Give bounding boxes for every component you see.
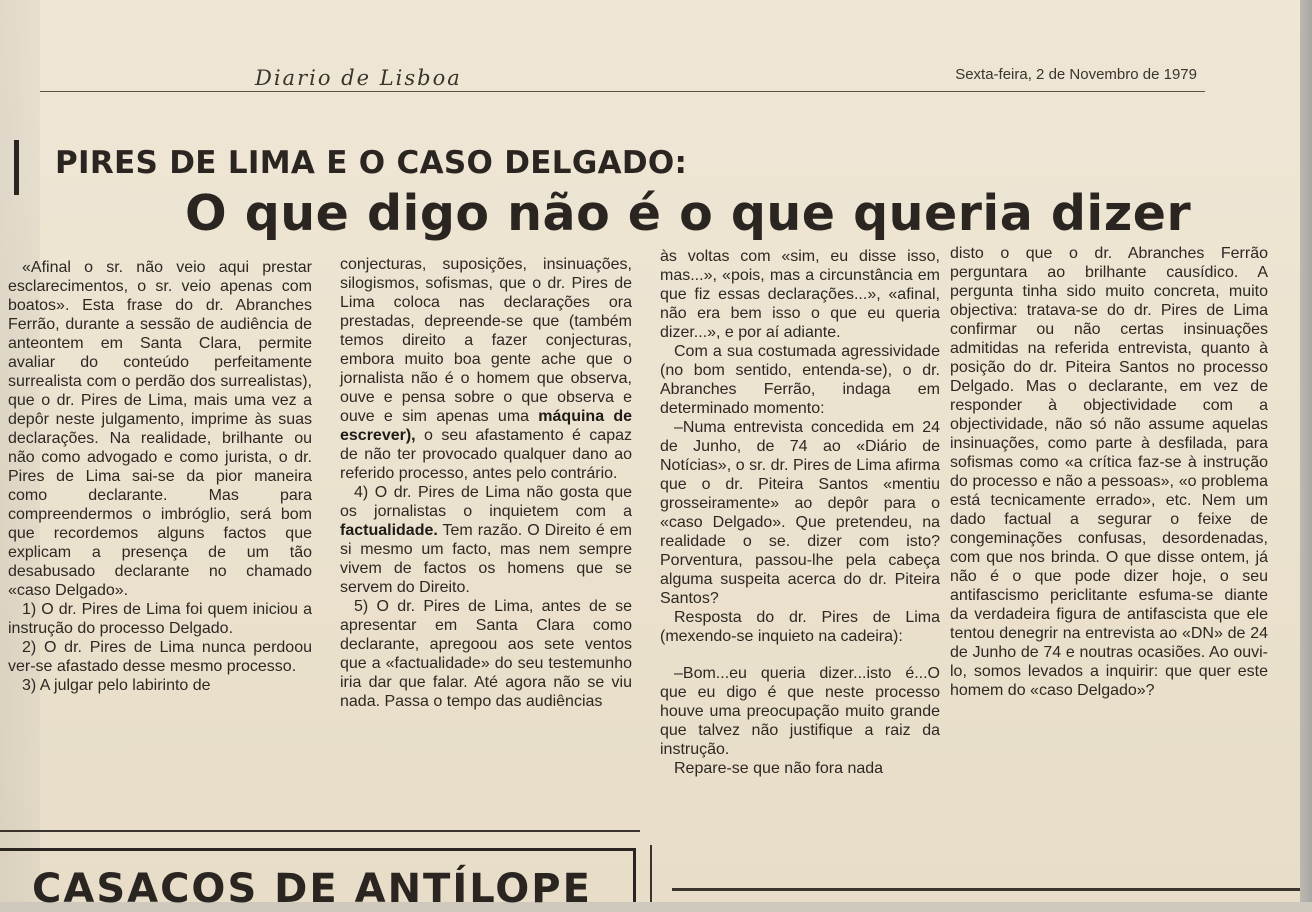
paragraph: 1) O dr. Pires de Lima foi quem iniciou a instrução do processo Delgado. (8, 601, 312, 637)
paragraph: 4) O dr. Pires de Lima não gosta que os jornalistas o inquietem com a factualidade. Tem razão. O Direito é em si mesmo um facto, mas nem sempre vivem de factos os homens que se servem do Direito. (340, 484, 632, 596)
ad-headline: CASACOS DE ANTÍLOPE (32, 866, 592, 912)
paragraph: 3) A julgar pelo labirinto de (22, 677, 211, 694)
headline: O que digo não é o que queria dizer (185, 185, 1192, 242)
paragraph: –Bom...eu queria dizer...isto é...O que eu digo é que neste processo houve uma preocupação muito grande que talvez não justifique a raiz da instrução. (660, 665, 940, 758)
bottom-rule (672, 888, 1300, 891)
paragraph: Com a sua costumada agressividade (no bom sentido, entenda-se), o dr. Abranches Ferrão, indaga em determinado momento: (660, 343, 940, 417)
paragraph: disto o que o dr. Abranches Ferrão perguntara ao brilhante causídico. A pergunta tinha sido muito concreta, muito objectiva: tratava-se do dr. Pires de Lima confirmar ou não certas insinuações admitidas na referida entrevista, quanto à posição do dr. Piteira Santos no processo Delgado. Mas o declarante, em vez de responder à objectividade com a objectividade, não só não assume aquelas insinuações, como parte à desfilada, para sofismas como «a crítica faz-se à instrução do processo e não a pessoas», «o problema está tecnicamente errado», etc. Nem um dado factual a segurar o feixe de congeminações confusas, desordenadas, com que nos brinda. O que disse ontem, já não é o que pode dizer hoje, o seu antifascismo periclitante esfuma-se diante da verdadeira figura de antifascista que ele tentou denegrir na entrevista ao «DN» de 24 de Junho de 74 e noutras ocasiões. Ao ouvi-lo, somos levados a inquirir: que quer este homem do «caso Delgado»? (950, 245, 1268, 699)
masthead: Diario de Lisboa (255, 66, 462, 90)
article-column-1 (8, 258, 312, 695)
article-end-rule (0, 830, 640, 832)
article-column-2 (340, 255, 632, 711)
column-divider (650, 845, 652, 902)
section-bar (14, 140, 19, 195)
paragraph: –Numa entrevista concedida em 24 de Junho, de 74 ao «Diário de Notícias», o sr. dr. Pires de Lima afirma que o dr. Piteira Santos «mentiu grosseiramente» ao depôr para o «caso Delgado». Que pretendeu, na realidade o se. dizer com isto? Porventura, passou-lhe pela cabeça alguma suspeita acerca do dr. Piteira Santos? (660, 419, 940, 607)
paragraph: 2) O dr. Pires de Lima nunca perdoou ver-se afastado desse mesmo processo. (8, 639, 312, 675)
kicker: PIRES DE LIMA E O CASO DELGADO: (55, 145, 688, 181)
emphasis: máquina de escrever), (340, 408, 632, 444)
paragraph: Resposta do dr. Pires de Lima (mexendo-se inquieto na cadeira): (660, 609, 940, 645)
emphasis: factualidade. (340, 522, 438, 539)
dateline: Sexta-feira, 2 de Novembro de 1979 (955, 66, 1197, 83)
article-column-3 (660, 247, 940, 778)
article-column-4 (950, 244, 1268, 700)
paragraph: conjecturas, suposições, insinuações, silogismos, sofismas, que o dr. Pires de Lima coloca nas declarações ora prestadas, depreende-se que (também temos direito a fazer conjecturas, embora muito boa gente ache que o jornalista não é o homem que observa, ouve e pensa sobre o que observa e ouve e sim apenas uma máquina de escrever), o seu afastamento é capaz de não ter provocado qualquer dano ao referido processo, antes pelo contrário. (340, 256, 632, 482)
paragraph: às voltas com «sim, eu disse isso, mas...», «pois, mas a circunstância em que fiz essas declarações...», «afinal, não era bem isso o que eu queria dizer...», e por aí adiante. (660, 248, 940, 341)
header-rule (40, 91, 1205, 92)
paragraph: «Afinal o sr. não veio aqui prestar esclarecimentos, o sr. veio apenas com boatos». Esta frase do dr. Abranches Ferrão, durante a sessão de audiência de anteontem em Santa Clara, permite avaliar do conteúdo perfeitamente surrealista com o perdão dos surrealistas), que o dr. Pires de Lima, mais uma vez a depôr neste julgamento, imprime às suas declarações. Na realidade, brilhante ou não como advogado e como jurista, o dr. Pires de Lima sai-se da pior maneira como declarante. Mas para compreendermos o imbróglio, será bom que recordemos alguns factos que explicam a presença de um tão desabusado declarante no chamado «caso Delgado». (8, 259, 312, 599)
paragraph: 5) O dr. Pires de Lima, antes de se apresentar em Santa Clara como declarante, apregoou aos sete ventos que a «factualidade» do seu testemunho iria dar que falar. Até agora não se viu nada. Passa o tempo das audiências (340, 598, 632, 710)
paragraph: Repare-se que não fora nada (674, 760, 884, 777)
